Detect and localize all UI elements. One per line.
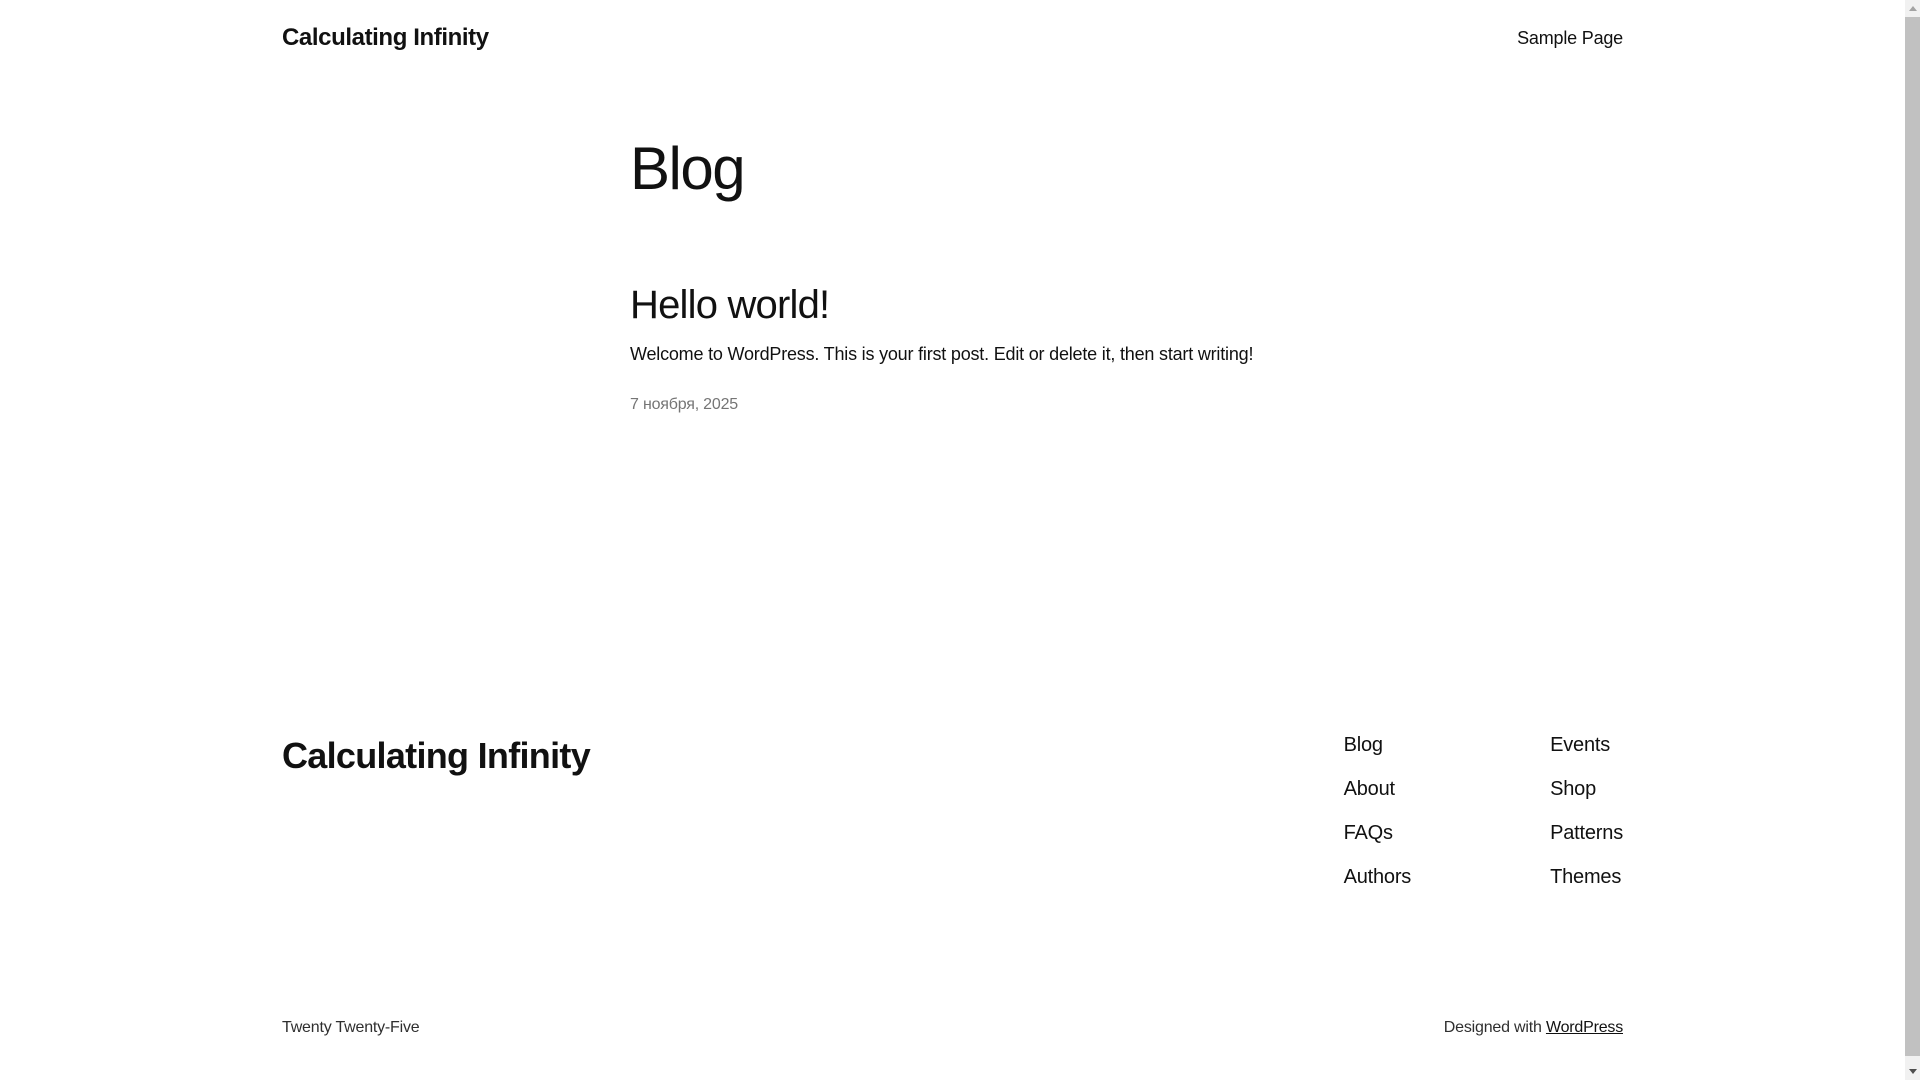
site-header [0, 0, 1905, 53]
vertical-scrollbar[interactable] [1905, 0, 1920, 1080]
wordpress-link[interactable]: WordPress [1545, 1019, 1623, 1036]
footer-nav-item [1550, 819, 1623, 847]
designed-with [1444, 1016, 1623, 1040]
footer-nav-item [1550, 775, 1623, 803]
footer-link-faqs[interactable]: FAQs [1343, 822, 1393, 844]
designed-with-text: Designed with [1443, 1019, 1546, 1036]
footer-link-shop[interactable]: Shop [1550, 778, 1597, 800]
footer-nav-item [1344, 863, 1412, 891]
footer-link-blog[interactable]: Blog [1343, 734, 1383, 756]
post-date: 7 ноября, 2025 [630, 395, 738, 413]
footer-nav-item [1550, 731, 1623, 759]
footer-nav-column-2 [1550, 731, 1623, 891]
post-title-link[interactable]: Hello world! [630, 282, 830, 327]
scrollbar-thumb[interactable] [1905, 17, 1920, 1056]
footer-nav-item [1344, 731, 1412, 759]
scroll-down-button[interactable] [1905, 1063, 1920, 1080]
footer-nav-column-1 [1344, 731, 1412, 891]
footer-nav-item [1344, 775, 1412, 803]
footer-nav [1344, 731, 1623, 891]
header-nav [1517, 28, 1623, 50]
scroll-down-arrow-icon [1909, 1069, 1917, 1074]
footer-site-title: Calculating Infinity [282, 735, 591, 776]
site-footer [0, 731, 1905, 1080]
footer-link-events[interactable]: Events [1550, 734, 1611, 756]
footer-link-themes[interactable]: Themes [1550, 866, 1622, 888]
post-excerpt: Welcome to WordPress. This is your first post. Edit or delete it, then start writing! [630, 343, 1254, 364]
footer-nav-item [1550, 863, 1623, 891]
post-title [630, 281, 1275, 329]
theme-name: Twenty Twenty-Five [282, 1019, 420, 1036]
scroll-up-button[interactable] [1905, 0, 1920, 17]
main-content [0, 53, 1905, 417]
footer-link-about[interactable]: About [1343, 778, 1395, 800]
nav-item-sample-page[interactable]: Sample Page [1517, 27, 1623, 48]
footer-link-patterns[interactable]: Patterns [1550, 822, 1623, 844]
footer-bottom [282, 1016, 1623, 1040]
site-title-link[interactable]: Calculating Infinity [282, 24, 489, 51]
footer-nav-item [1344, 819, 1412, 847]
footer-link-authors[interactable]: Authors [1343, 866, 1412, 888]
footer-top [282, 731, 1623, 891]
post-item [630, 281, 1275, 417]
page-title: Blog [630, 134, 745, 202]
scroll-up-arrow-icon [1909, 6, 1917, 11]
